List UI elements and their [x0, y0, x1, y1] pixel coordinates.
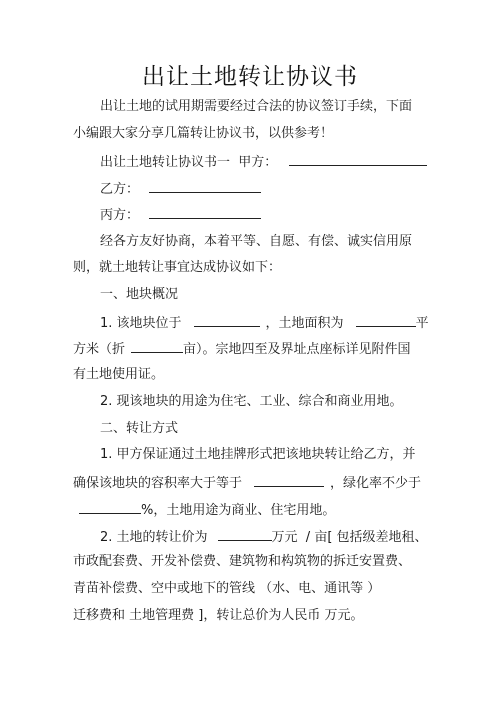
- party-yi-label: 乙方：: [100, 182, 140, 197]
- party-bing-line: [100, 206, 500, 224]
- party-yi-line: [100, 180, 500, 198]
- intro-line-2: 小编跟大家分享几篇转让协议书，以供参考！: [73, 126, 334, 141]
- section-2-item-2-line-4: 迁移费和 土地管理费 ]，转让总价为人民币 万元。: [73, 608, 364, 623]
- location-blank: [194, 314, 260, 327]
- area-blank: [356, 314, 416, 327]
- preamble-line-1: 经各方友好协商，本着平等、自愿、有偿、诚实信用原: [100, 234, 413, 249]
- intro-line-1: 出让土地的试用期需要经过合法的协议签订手续，下面: [100, 99, 413, 114]
- mu-blank: [131, 340, 183, 353]
- party-yi-blank: [149, 180, 261, 193]
- section-2-item-2-line-3: 青苗补偿费、空中或地下的管线 （水、电、通讯等 ）: [73, 581, 381, 596]
- section-2-item-1-line-3: [73, 501, 500, 519]
- item-text: 2. 土地的转让价为: [100, 530, 208, 545]
- section-1-item-1-line-2: [73, 340, 500, 358]
- item-text: %，土地用途为商业、住宅用地。: [141, 503, 336, 518]
- item-text: 平: [415, 316, 429, 331]
- party-jia-line: [100, 153, 500, 171]
- party-jia-blank: [289, 153, 427, 166]
- section-2-item-2-line-2: 市政配套费、开发补偿费、建筑物和构筑物的拆迁安置费、: [73, 554, 412, 569]
- item-text: 1. 该地块位于: [100, 316, 182, 331]
- section-1-heading: 一、地块概况: [100, 287, 179, 302]
- item-text: 确保该地块的容积率大于等于: [73, 476, 243, 491]
- item-text: 方米（折: [73, 342, 126, 357]
- section-1-item-1-line-3: 有土地使用证。: [73, 367, 165, 382]
- section-2-item-1-line-1: 1. 甲方保证通过土地挂牌形式把该地块转让给乙方，并: [100, 447, 416, 462]
- section-1-item-1-line-1: [100, 314, 500, 332]
- section-2-item-1-line-2: [73, 474, 500, 492]
- green-ratio-blank: [79, 501, 141, 514]
- preamble-line-2: 则，就土地转让事宜达成协议如下：: [73, 260, 282, 275]
- party-bing-label: 丙方：: [100, 208, 140, 223]
- party-jia-label: 出让土地转让协议书一 甲方：: [100, 155, 278, 170]
- section-1-item-2: 2. 现该地块的用途为住宅、工业、综合和商业用地。: [100, 394, 403, 409]
- section-2-item-2-line-1: [100, 528, 500, 546]
- item-text: 亩）。宗地四至及界址点座标详见附件国: [183, 342, 411, 357]
- plot-ratio-blank: [254, 474, 324, 487]
- price-blank: [218, 528, 272, 541]
- section-2-heading: 二、转让方式: [100, 421, 179, 436]
- item-text: 万元 / 亩[ 包括级差地租、: [271, 530, 428, 545]
- item-text: ，土地面积为: [265, 316, 344, 331]
- party-bing-blank: [149, 206, 261, 219]
- item-text: ，绿化率不少于: [330, 476, 422, 491]
- document-title: 出让土地转让协议书: [142, 64, 358, 90]
